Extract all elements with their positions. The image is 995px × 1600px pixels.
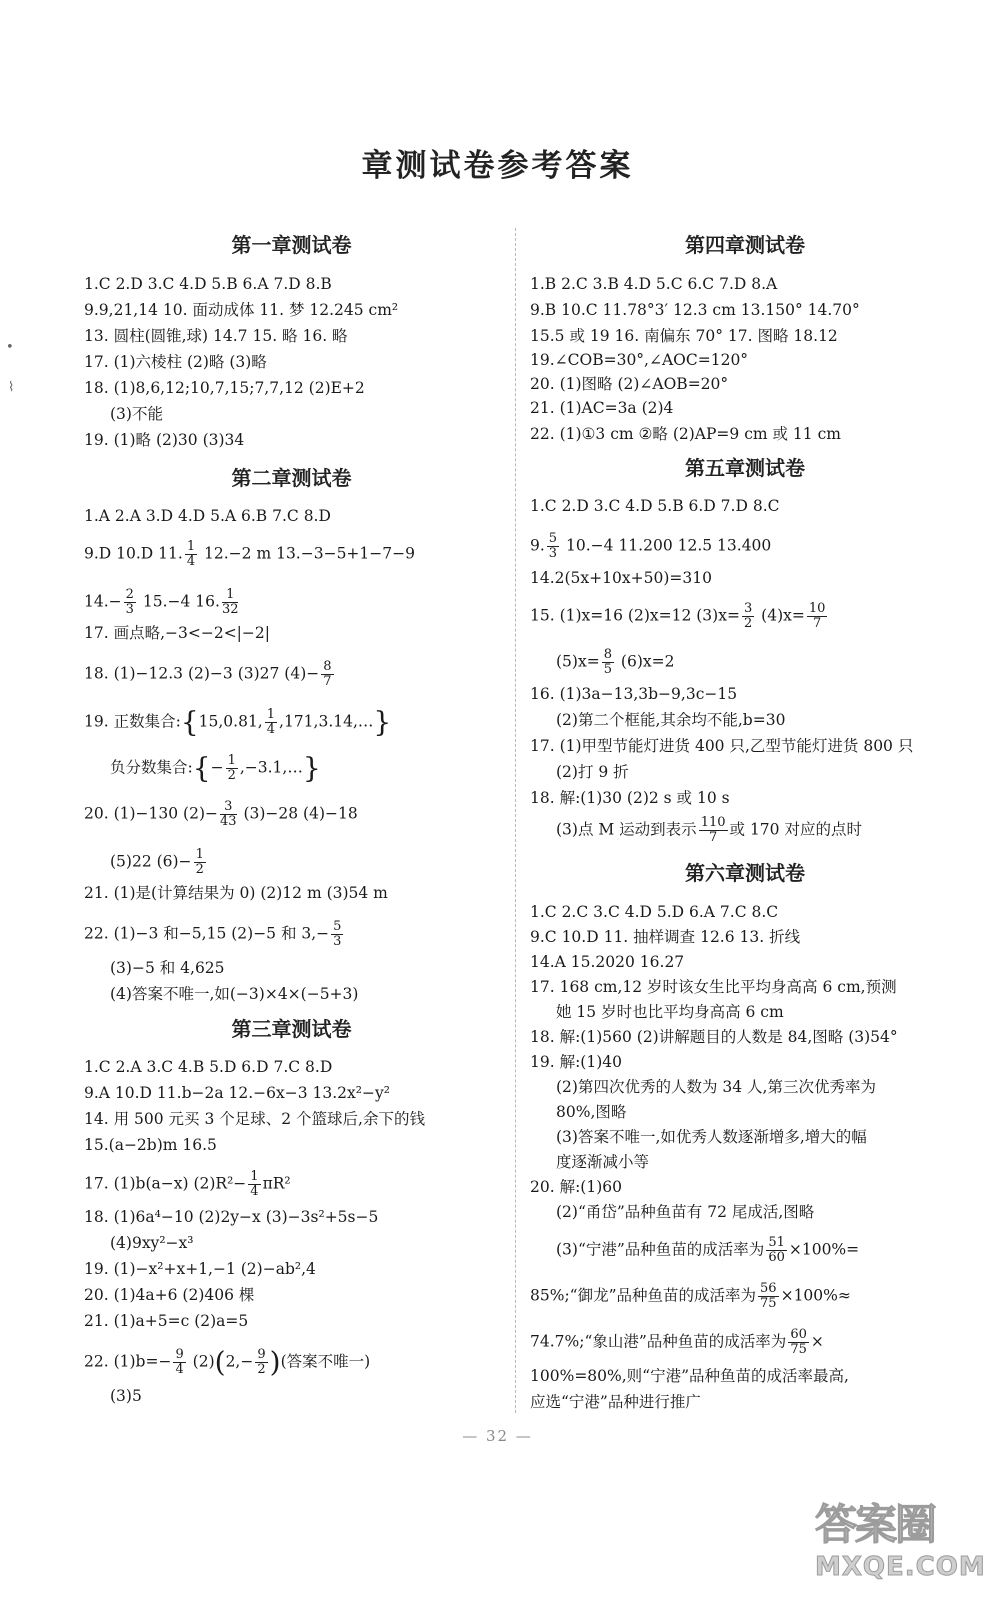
- ch1-line-7: 19. (1)略 (2)30 (3)34: [84, 431, 245, 449]
- ch6-line-17: 100%=80%,则“宁港”品种鱼苗的成活率最高,: [530, 1367, 849, 1385]
- ch6-line-10: (3)答案不唯一,如优秀人数逐渐增多,增大的幅: [556, 1128, 867, 1146]
- ch5-line-10: 18. 解:(1)30 (2)2 s 或 10 s: [530, 789, 730, 807]
- ch1-line-5: 18. (1)8,6,12;10,7,15;7,7,12 (2)E+2: [84, 379, 365, 397]
- fraction: $\frac{51}{60}$: [768, 1235, 785, 1265]
- ch1-line-2: 9.9,21,14 10. 面动成体 11. 梦 12.245 cm²: [84, 301, 399, 319]
- fraction: $\frac{1}{32}$: [221, 587, 239, 617]
- fraction: $\frac{56}{75}$: [760, 1281, 777, 1311]
- ch2-line-13: (4)答案不唯一,如(−3)×4×(−5+3): [110, 985, 359, 1003]
- ch5-line-4: 15. (1)x=16 (2)x=12 (3)x= $\frac{3}{2}$ (4)x= $\frac{10}{7}$: [530, 601, 826, 631]
- ch5-line-1: 1.C 2.D 3.C 4.D 5.B 6.D 7.D 8.C: [530, 497, 780, 515]
- ch4-line-4: 19.∠COB=30°,∠AOC=120°: [530, 351, 749, 369]
- ch2-line-5: 18. (1)−12.3 (2)−3 (3)27 (4)− $\frac{8}{7}$: [84, 659, 332, 689]
- fraction: $\frac{1}{4}$: [186, 539, 196, 569]
- ch6-line-3: 14.A 15.2020 16.27: [530, 953, 685, 971]
- ch2-line-3: 14.− $\frac{2}{3}$ 15.−4 16. $\frac{1}{32}$: [84, 587, 239, 617]
- ch6-line-18: 应选“宁港”品种进行推广: [530, 1393, 701, 1411]
- chapter-6-title: 第六章测试卷: [685, 861, 805, 885]
- ch6-line-16: 74.7%;“象山港”品种鱼苗的成活率为 $\frac{60}{75}$ ×: [530, 1327, 824, 1357]
- fraction: $\frac{1}{4}$: [266, 707, 276, 737]
- ch4-line-2: 9.B 10.C 11.78°3′ 12.3 cm 13.150° 14.70°: [530, 301, 860, 319]
- ch6-line-1: 1.C 2.C 3.C 4.D 5.D 6.A 7.C 8.C: [530, 903, 779, 921]
- fraction: $\frac{5}{3}$: [333, 919, 342, 949]
- ch3-line-4: 15.(a−2b)m 16.5: [84, 1136, 217, 1154]
- binding-mark: •: [6, 340, 14, 355]
- ch1-line-3: 13. 圆柱(圆锥,球) 14.7 15. 略 16. 略: [84, 327, 348, 345]
- fraction: $\frac{8}{7}$: [323, 659, 332, 689]
- chapter-5-title: 第五章测试卷: [685, 456, 805, 480]
- fraction: $\frac{1}{4}$: [250, 1169, 259, 1199]
- ch6-line-8: (2)第四次优秀的人数为 34 人,第三次优秀率为: [556, 1078, 876, 1096]
- ch2-line-1: 1.A 2.A 3.D 4.D 5.A 6.B 7.C 8.D: [84, 507, 331, 525]
- ch6-line-4: 17. 168 cm,12 岁时该女生比平均身高高 6 cm,预测: [530, 978, 897, 996]
- ch2-line-4: 17. 画点略,−3<−2<|−2|: [84, 624, 270, 642]
- fraction: $\frac{10}{7}$: [808, 601, 826, 631]
- binding-mark: ⌇: [8, 380, 15, 395]
- ch4-line-1: 1.B 2.C 3.B 4.D 5.C 6.C 7.D 8.A: [530, 275, 778, 293]
- ch3-line-11: 22. (1)b=− $\frac{9}{4}$ (2)(2,− $\frac{9}{2}$ )(答案不唯一): [84, 1345, 371, 1379]
- chapter-4-title: 第四章测试卷: [685, 233, 805, 257]
- fraction: $\frac{2}{3}$: [125, 587, 134, 617]
- ch2-line-9: (5)22 (6)− $\frac{1}{2}$: [110, 847, 204, 877]
- ch3-line-8: 19. (1)−x²+x+1,−1 (2)−ab²,4: [84, 1260, 316, 1278]
- ch6-line-7: 19. 解:(1)40: [530, 1053, 622, 1071]
- ch5-line-8: 17. (1)甲型节能灯进货 400 只,乙型节能灯进货 800 只: [530, 737, 914, 755]
- ch6-line-13: (2)“甬岱”品种鱼苗有 72 尾成活,图略: [556, 1203, 815, 1221]
- fraction: $\frac{9}{2}$: [257, 1347, 266, 1377]
- ch3-line-2: 9.A 10.D 11.b−2a 12.−6x−3 13.2x²−y²: [84, 1084, 390, 1102]
- ch2-line-11: 22. (1)−3 和−5,15 (2)−5 和 3,− $\frac{5}{3}$: [84, 919, 342, 949]
- ch3-line-9: 20. (1)4a+6 (2)406 棵: [84, 1286, 255, 1304]
- ch5-line-5: (5)x= $\frac{8}{5}$ (6)x=2: [556, 647, 675, 677]
- fraction: $\frac{9}{4}$: [175, 1347, 184, 1377]
- ch5-line-11: (3)点 M 运动到表示 $\frac{110}{7}$ 或 170 对应的点时: [556, 815, 862, 845]
- fraction: $\frac{3}{2}$: [743, 601, 753, 631]
- ch3-line-5: 17. (1)b(a−x) (2)R²− $\frac{1}{4}$ πR²: [84, 1169, 291, 1199]
- ch6-line-2: 9.C 10.D 11. 抽样调查 12.6 13. 折线: [530, 928, 801, 946]
- ch6-line-15: 85%;“御龙”品种鱼苗的成活率为 $\frac{56}{75}$ ×100%≈: [530, 1281, 851, 1311]
- ch6-line-11: 度逐渐减小等: [556, 1153, 650, 1171]
- ch1-line-4: 17. (1)六棱柱 (2)略 (3)略: [84, 353, 267, 371]
- watermark-logo: [815, 1500, 986, 1596]
- fraction: $\frac{3}{43}$: [219, 799, 237, 829]
- ch6-line-12: 20. 解:(1)60: [530, 1178, 622, 1196]
- ch5-line-6: 16. (1)3a−13,3b−9,3c−15: [530, 685, 738, 703]
- fraction: $\frac{5}{3}$: [548, 531, 558, 561]
- fraction: $\frac{110}{7}$: [700, 815, 726, 845]
- page-title: 章测试卷参考答案: [361, 148, 634, 184]
- ch3-line-3: 14. 用 500 元买 3 个足球、2 个篮球后,余下的钱: [84, 1110, 425, 1128]
- ch4-line-6: 21. (1)AC=3a (2)4: [530, 399, 674, 417]
- ch6-line-9: 80%,图略: [556, 1103, 627, 1121]
- ch2-line-7: 负分数集合:{− $\frac{1}{2}$ ,−3.1,…}: [110, 751, 321, 785]
- page-number: — 32 —: [462, 1427, 533, 1445]
- ch1-line-6: (3)不能: [110, 405, 163, 423]
- watermark-top-text: 答案圈: [815, 1500, 936, 1549]
- fraction: $\frac{8}{5}$: [603, 647, 612, 677]
- ch6-line-6: 18. 解:(1)560 (2)讲解题目的人数是 84,图略 (3)54°: [530, 1028, 898, 1046]
- ch5-line-3: 14.2(5x+10x+50)=310: [530, 569, 712, 587]
- ch4-line-3: 15.5 或 19 16. 南偏东 70° 17. 图略 18.12: [530, 327, 838, 345]
- fraction: $\frac{1}{2}$: [195, 847, 204, 877]
- ch3-line-7: (4)9xy²−x³: [110, 1234, 194, 1252]
- ch6-line-14: (3)“宁港”品种鱼苗的成活率为 $\frac{51}{60}$ ×100%=: [556, 1235, 860, 1265]
- ch2-line-10: 21. (1)是(计算结果为 0) (2)12 m (3)54 m: [84, 884, 388, 902]
- ch5-line-7: (2)第二个框能,其余均不能,b=30: [556, 711, 786, 729]
- ch2-line-2: 9.D 10.D 11. $\frac{1}{4}$ 12.−2 m 13.−3−5+1−7−9: [84, 539, 415, 569]
- chapter-3-title: 第三章测试卷: [231, 1017, 352, 1041]
- watermark-bottom-text: MXQE.COM: [815, 1552, 986, 1582]
- ch3-line-12: (3)5: [110, 1387, 142, 1405]
- ch5-line-9: (2)打 9 折: [556, 763, 629, 781]
- ch3-line-6: 18. (1)6a⁴−10 (2)2y−x (3)−3s²+5s−5: [84, 1208, 379, 1226]
- chapter-1-title: 第一章测试卷: [231, 233, 352, 257]
- ch6-line-5: 她 15 岁时也比平均身高高 6 cm: [556, 1003, 784, 1021]
- fraction: $\frac{1}{2}$: [227, 753, 236, 783]
- ch4-line-7: 22. (1)①3 cm ②略 (2)AP=9 cm 或 11 cm: [530, 425, 841, 443]
- ch5-line-2: 9. $\frac{5}{3}$ 10.−4 11.200 12.5 13.400: [530, 531, 772, 561]
- chapter-2-title: 第二章测试卷: [231, 466, 352, 490]
- ch2-line-6: 19. 正数集合:{15,0.81, $\frac{1}{4}$ ,171,3.14,…}: [84, 705, 392, 739]
- ch2-line-8: 20. (1)−130 (2)− $\frac{3}{43}$ (3)−28 (4)−18: [84, 799, 358, 829]
- ch2-line-12: (3)−5 和 4,625: [110, 959, 225, 977]
- ch3-line-10: 21. (1)a+5=c (2)a=5: [84, 1312, 249, 1330]
- column-divider: [515, 228, 516, 1413]
- ch3-line-1: 1.C 2.A 3.C 4.B 5.D 6.D 7.C 8.D: [84, 1058, 333, 1076]
- ch1-line-1: 1.C 2.D 3.C 4.D 5.B 6.A 7.D 8.B: [84, 275, 332, 293]
- fraction: $\frac{60}{75}$: [790, 1327, 807, 1357]
- ch4-line-5: 20. (1)图略 (2)∠AOB=20°: [530, 375, 729, 393]
